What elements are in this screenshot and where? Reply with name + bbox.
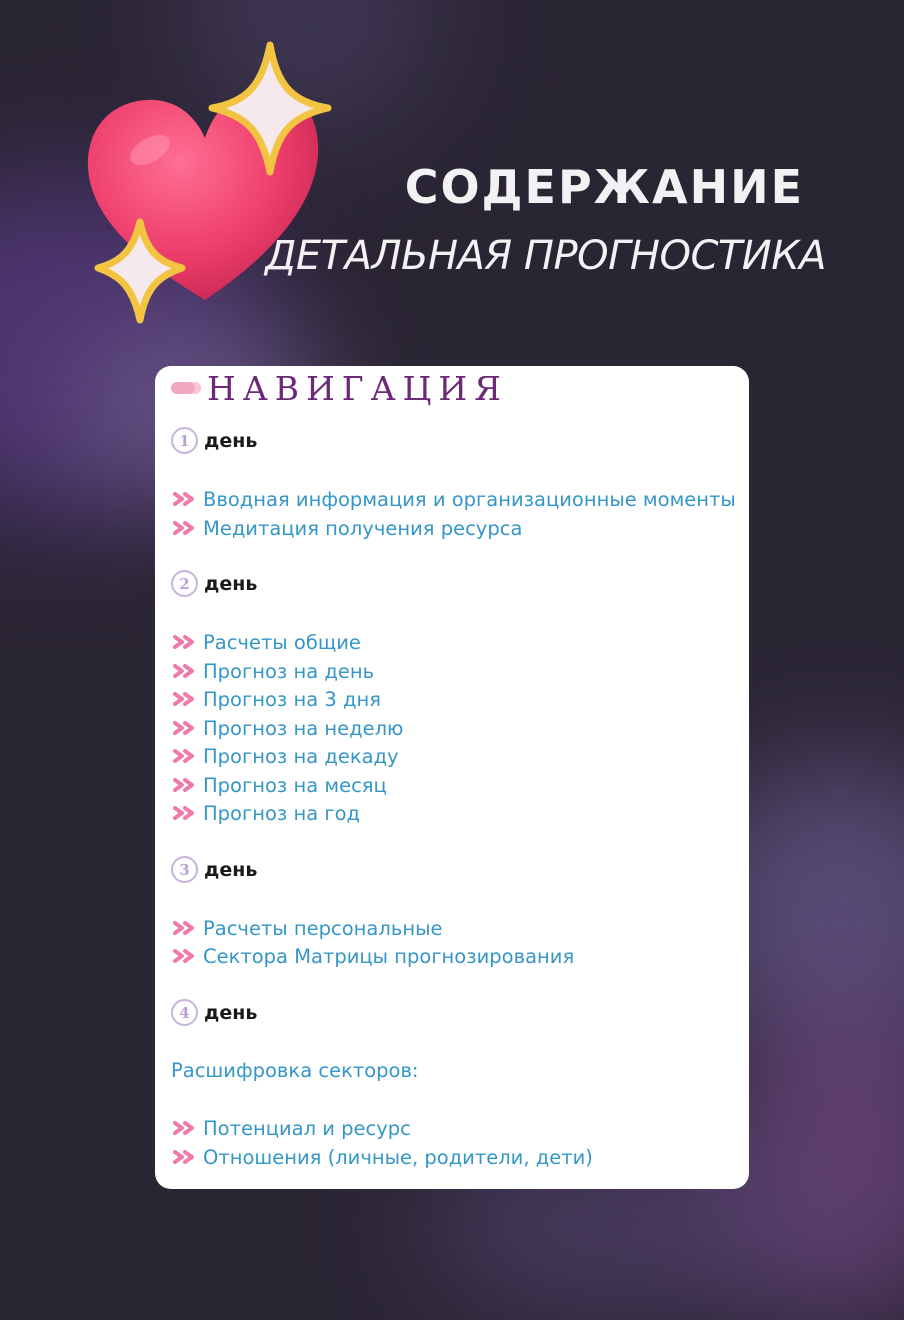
day-3-heading	[171, 856, 257, 883]
navigation-card	[155, 366, 749, 1189]
day-1-heading	[171, 427, 257, 454]
day-label: день	[204, 858, 258, 881]
double-chevron-icon	[173, 721, 201, 735]
double-chevron-icon	[173, 1121, 201, 1135]
heart-with-sparkles-icon	[70, 40, 340, 340]
day-number-icon: 4	[171, 999, 198, 1026]
list-item[interactable]	[173, 799, 360, 827]
list-item-label: Прогноз на 3 дня	[203, 687, 381, 711]
navigation-title-text: НАВИГАЦИЯ	[207, 368, 508, 408]
navigation-title	[171, 368, 508, 408]
double-chevron-icon	[173, 806, 201, 820]
double-chevron-icon	[173, 749, 201, 763]
list-item-label: Расчеты персональные	[203, 916, 443, 940]
day-label: день	[204, 572, 258, 595]
double-chevron-icon	[173, 664, 201, 678]
list-item-label: Прогноз на декаду	[203, 744, 399, 768]
double-chevron-icon	[173, 949, 201, 963]
list-item[interactable]	[173, 1114, 411, 1142]
double-chevron-icon	[173, 921, 201, 935]
double-chevron-icon	[173, 635, 201, 649]
day-4-heading	[171, 999, 257, 1026]
list-item-label: Медитация получения ресурса	[203, 516, 523, 540]
page-subtitle: ДЕТАЛЬНАЯ ПРОГНОСТИКА	[265, 233, 826, 279]
list-item-label: Прогноз на год	[203, 801, 361, 825]
list-item-label: Расчеты общие	[203, 630, 361, 654]
list-item-label: Прогноз на неделю	[203, 716, 404, 740]
list-item-label: Вводная информация и организационные моменты	[203, 487, 736, 511]
double-chevron-icon	[173, 778, 201, 792]
double-chevron-icon	[173, 692, 201, 706]
list-item-label: Сектора Матрицы прогнозирования	[203, 944, 575, 968]
day-label: день	[204, 1001, 258, 1024]
list-item[interactable]	[173, 771, 387, 799]
list-item[interactable]	[173, 657, 374, 685]
list-item[interactable]	[173, 514, 522, 542]
list-item[interactable]	[173, 942, 574, 970]
day-number-icon: 1	[171, 427, 198, 454]
list-item[interactable]	[173, 914, 442, 942]
list-item[interactable]	[173, 742, 399, 770]
double-chevron-icon	[173, 521, 201, 535]
pill-icon	[171, 382, 201, 394]
day-label: день	[204, 429, 258, 452]
list-item[interactable]	[173, 485, 736, 513]
double-chevron-icon	[173, 1150, 201, 1164]
day-number-icon: 3	[171, 856, 198, 883]
list-item-label: Прогноз на месяц	[203, 773, 387, 797]
list-item[interactable]	[173, 714, 403, 742]
list-item[interactable]	[173, 685, 381, 713]
list-item-label: Прогноз на день	[203, 659, 375, 683]
list-item[interactable]	[173, 628, 361, 656]
page-title: СОДЕРЖАНИЕ	[404, 160, 804, 214]
day-2-heading	[171, 570, 257, 597]
sectors-intro[interactable]: Расшифровка секторов:	[171, 1059, 419, 1082]
day-number-icon: 2	[171, 570, 198, 597]
list-item-label: Отношения (личные, родители, дети)	[203, 1145, 593, 1169]
list-item[interactable]	[173, 1143, 593, 1171]
list-item-label: Потенциал и ресурс	[203, 1116, 411, 1140]
double-chevron-icon	[173, 492, 201, 506]
